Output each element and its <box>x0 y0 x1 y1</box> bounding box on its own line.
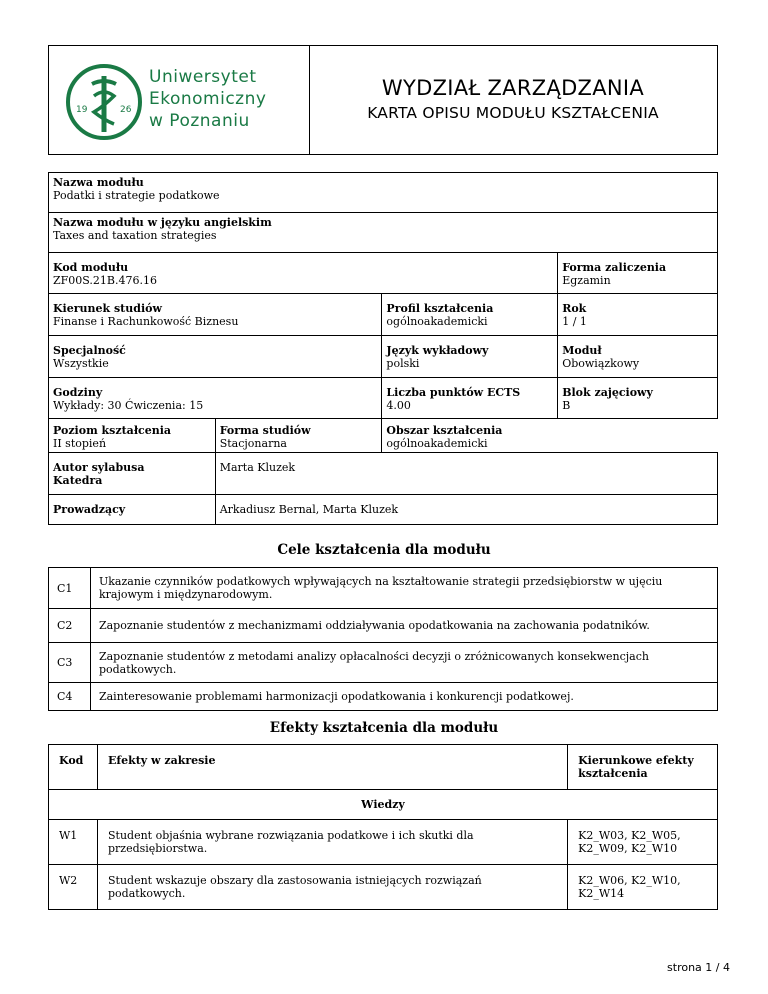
goals-table <box>48 567 718 711</box>
study-form-label: Forma studiów <box>219 424 311 437</box>
author-value-cell <box>215 453 717 495</box>
goal-text: Zapoznanie studentów z metodami analizy opłacalności decyzji o zróżnicowanych konsekwencjach podatkowych. <box>90 643 717 683</box>
table-row <box>49 378 718 419</box>
seal-year-right: 26 <box>120 105 132 115</box>
table-row <box>49 213 718 253</box>
module-info-table <box>48 172 718 525</box>
specialization-cell <box>49 336 382 378</box>
logo-line-1: Uniwersytet <box>149 67 257 87</box>
table-row <box>49 609 718 643</box>
goal-code: C3 <box>49 643 91 683</box>
module-code-cell <box>49 253 558 294</box>
module-name-value: Podatki i strategie podatkowe <box>53 189 220 202</box>
author-label-cell <box>49 453 216 495</box>
field-of-study-value: Finanse i Rachunkowość Biznesu <box>53 315 239 328</box>
col-header-scope: Efekty w zakresie <box>97 745 567 790</box>
effect-code: W1 <box>49 820 98 865</box>
table-row <box>49 419 718 453</box>
ects-cell <box>382 378 558 419</box>
education-level-value: II stopień <box>53 437 107 450</box>
syllabus-author-value: Marta Kluzek <box>219 461 296 474</box>
module-code-label: Kod modułu <box>53 261 129 274</box>
col-header-code: Kod <box>49 745 98 790</box>
module-name-en-value: Taxes and taxation strategies <box>53 229 217 242</box>
field-of-study-cell <box>49 294 382 336</box>
course-block-label: Blok zajęciowy <box>562 386 653 399</box>
effect-text: Student wskazuje obszary dla zastosowania istniejących rozwiązań podatkowych. <box>97 865 567 910</box>
year-label: Rok <box>562 302 587 315</box>
logo-line-3: w Poznaniu <box>149 111 250 131</box>
table-row <box>49 820 718 865</box>
university-logo <box>49 46 310 154</box>
department-label: Katedra <box>53 474 103 487</box>
year-cell <box>558 294 718 336</box>
assessment-form-value: Egzamin <box>562 274 611 287</box>
module-name-en-cell <box>49 213 718 253</box>
hours-cell <box>49 378 382 419</box>
module-name-cell <box>49 173 718 213</box>
ects-value: 4.00 <box>386 399 411 412</box>
effect-text: Student objaśnia wybrane rozwiązania podatkowe i ich skutki dla przedsiębiorstwa. <box>97 820 567 865</box>
table-row <box>49 173 718 213</box>
logo-line-2: Ekonomiczny <box>149 89 267 109</box>
table-row <box>49 790 718 820</box>
logo-wordmark <box>149 66 266 132</box>
instructors-value-cell <box>215 495 717 525</box>
assessment-form-cell <box>558 253 718 294</box>
table-row <box>49 336 718 378</box>
goal-text: Zapoznanie studentów z mechanizmami oddziaływania opodatkowania na zachowania podatników. <box>90 609 717 643</box>
module-type-label: Moduł <box>562 344 602 357</box>
effects-group-heading: Wiedzy <box>49 790 718 820</box>
language-label: Język wykładowy <box>386 344 489 357</box>
module-type-value: Obowiązkowy <box>562 357 640 370</box>
module-name-label: Nazwa modułu <box>53 176 144 189</box>
seal-year-left: 19 <box>76 105 88 115</box>
education-level-label: Poziom kształcenia <box>53 424 172 437</box>
effects-section-title: Efekty kształcenia dla modułu <box>269 720 499 736</box>
education-profile-value: ogólnoakademicki <box>386 315 488 328</box>
effect-direction: K2_W06, K2_W10, K2_W14 <box>568 865 718 910</box>
specialization-value: Wszystkie <box>53 357 109 370</box>
table-row <box>49 453 718 495</box>
table-row <box>49 294 718 336</box>
education-area-value: ogólnoakademicki <box>386 437 488 450</box>
module-name-en-label: Nazwa modułu w języku angielskim <box>53 216 272 229</box>
education-level-cell <box>49 419 216 453</box>
education-area-label: Obszar kształcenia <box>386 424 503 437</box>
language-cell <box>382 336 558 378</box>
module-code-value: ZF00S.21B.476.16 <box>53 274 157 287</box>
course-block-cell <box>558 378 718 419</box>
header-titles <box>309 46 717 154</box>
page-number: strona 1 / 4 <box>667 961 730 974</box>
instructors-label-cell <box>49 495 216 525</box>
hours-value: Wykłady: 30 Ćwiczenia: 15 <box>53 399 204 412</box>
table-row <box>49 568 718 609</box>
goal-code: C1 <box>49 568 91 609</box>
goals-section-title: Cele kształcenia dla modułu <box>277 542 491 558</box>
course-block-value: B <box>562 399 571 412</box>
university-seal-icon <box>64 62 144 142</box>
education-profile-cell <box>382 294 558 336</box>
hours-label: Godziny <box>53 386 103 399</box>
goal-text: Zainteresowanie problemami harmonizacji opodatkowania i konkurencji podatkowej. <box>90 683 717 711</box>
year-value: 1 / 1 <box>562 315 587 328</box>
table-row <box>49 643 718 683</box>
faculty-title: WYDZIAŁ ZARZĄDZANIA <box>381 76 645 100</box>
study-form-value: Stacjonarna <box>219 437 287 450</box>
effects-table <box>48 744 718 910</box>
goal-code: C4 <box>49 683 91 711</box>
card-subtitle: KARTA OPISU MODUŁU KSZTAŁCENIA <box>367 104 659 122</box>
table-row <box>49 253 718 294</box>
module-type-cell <box>558 336 718 378</box>
specialization-label: Specjalność <box>53 344 126 357</box>
syllabus-author-label: Autor sylabusa <box>53 461 145 474</box>
document-header <box>48 45 718 155</box>
effect-direction: K2_W03, K2_W05, K2_W09, K2_W10 <box>568 820 718 865</box>
table-row <box>49 865 718 910</box>
table-row <box>49 683 718 711</box>
table-row <box>49 745 718 790</box>
education-profile-label: Profil kształcenia <box>386 302 494 315</box>
effect-code: W2 <box>49 865 98 910</box>
col-header-direction: Kierunkowe efekty kształcenia <box>568 745 718 790</box>
study-form-cell <box>215 419 382 453</box>
instructors-label: Prowadzący <box>53 503 126 516</box>
assessment-form-label: Forma zaliczenia <box>562 261 667 274</box>
language-value: polski <box>386 357 420 370</box>
table-row <box>49 495 718 525</box>
instructors-value: Arkadiusz Bernal, Marta Kluzek <box>219 503 399 516</box>
education-area-cell <box>382 419 718 453</box>
goal-code: C2 <box>49 609 91 643</box>
goal-text: Ukazanie czynników podatkowych wpływających na kształtowanie strategii przedsiębiorstw w ujęciu krajowym i międzynarodowym. <box>90 568 717 609</box>
ects-label: Liczba punktów ECTS <box>386 386 521 399</box>
field-of-study-label: Kierunek studiów <box>53 302 162 315</box>
